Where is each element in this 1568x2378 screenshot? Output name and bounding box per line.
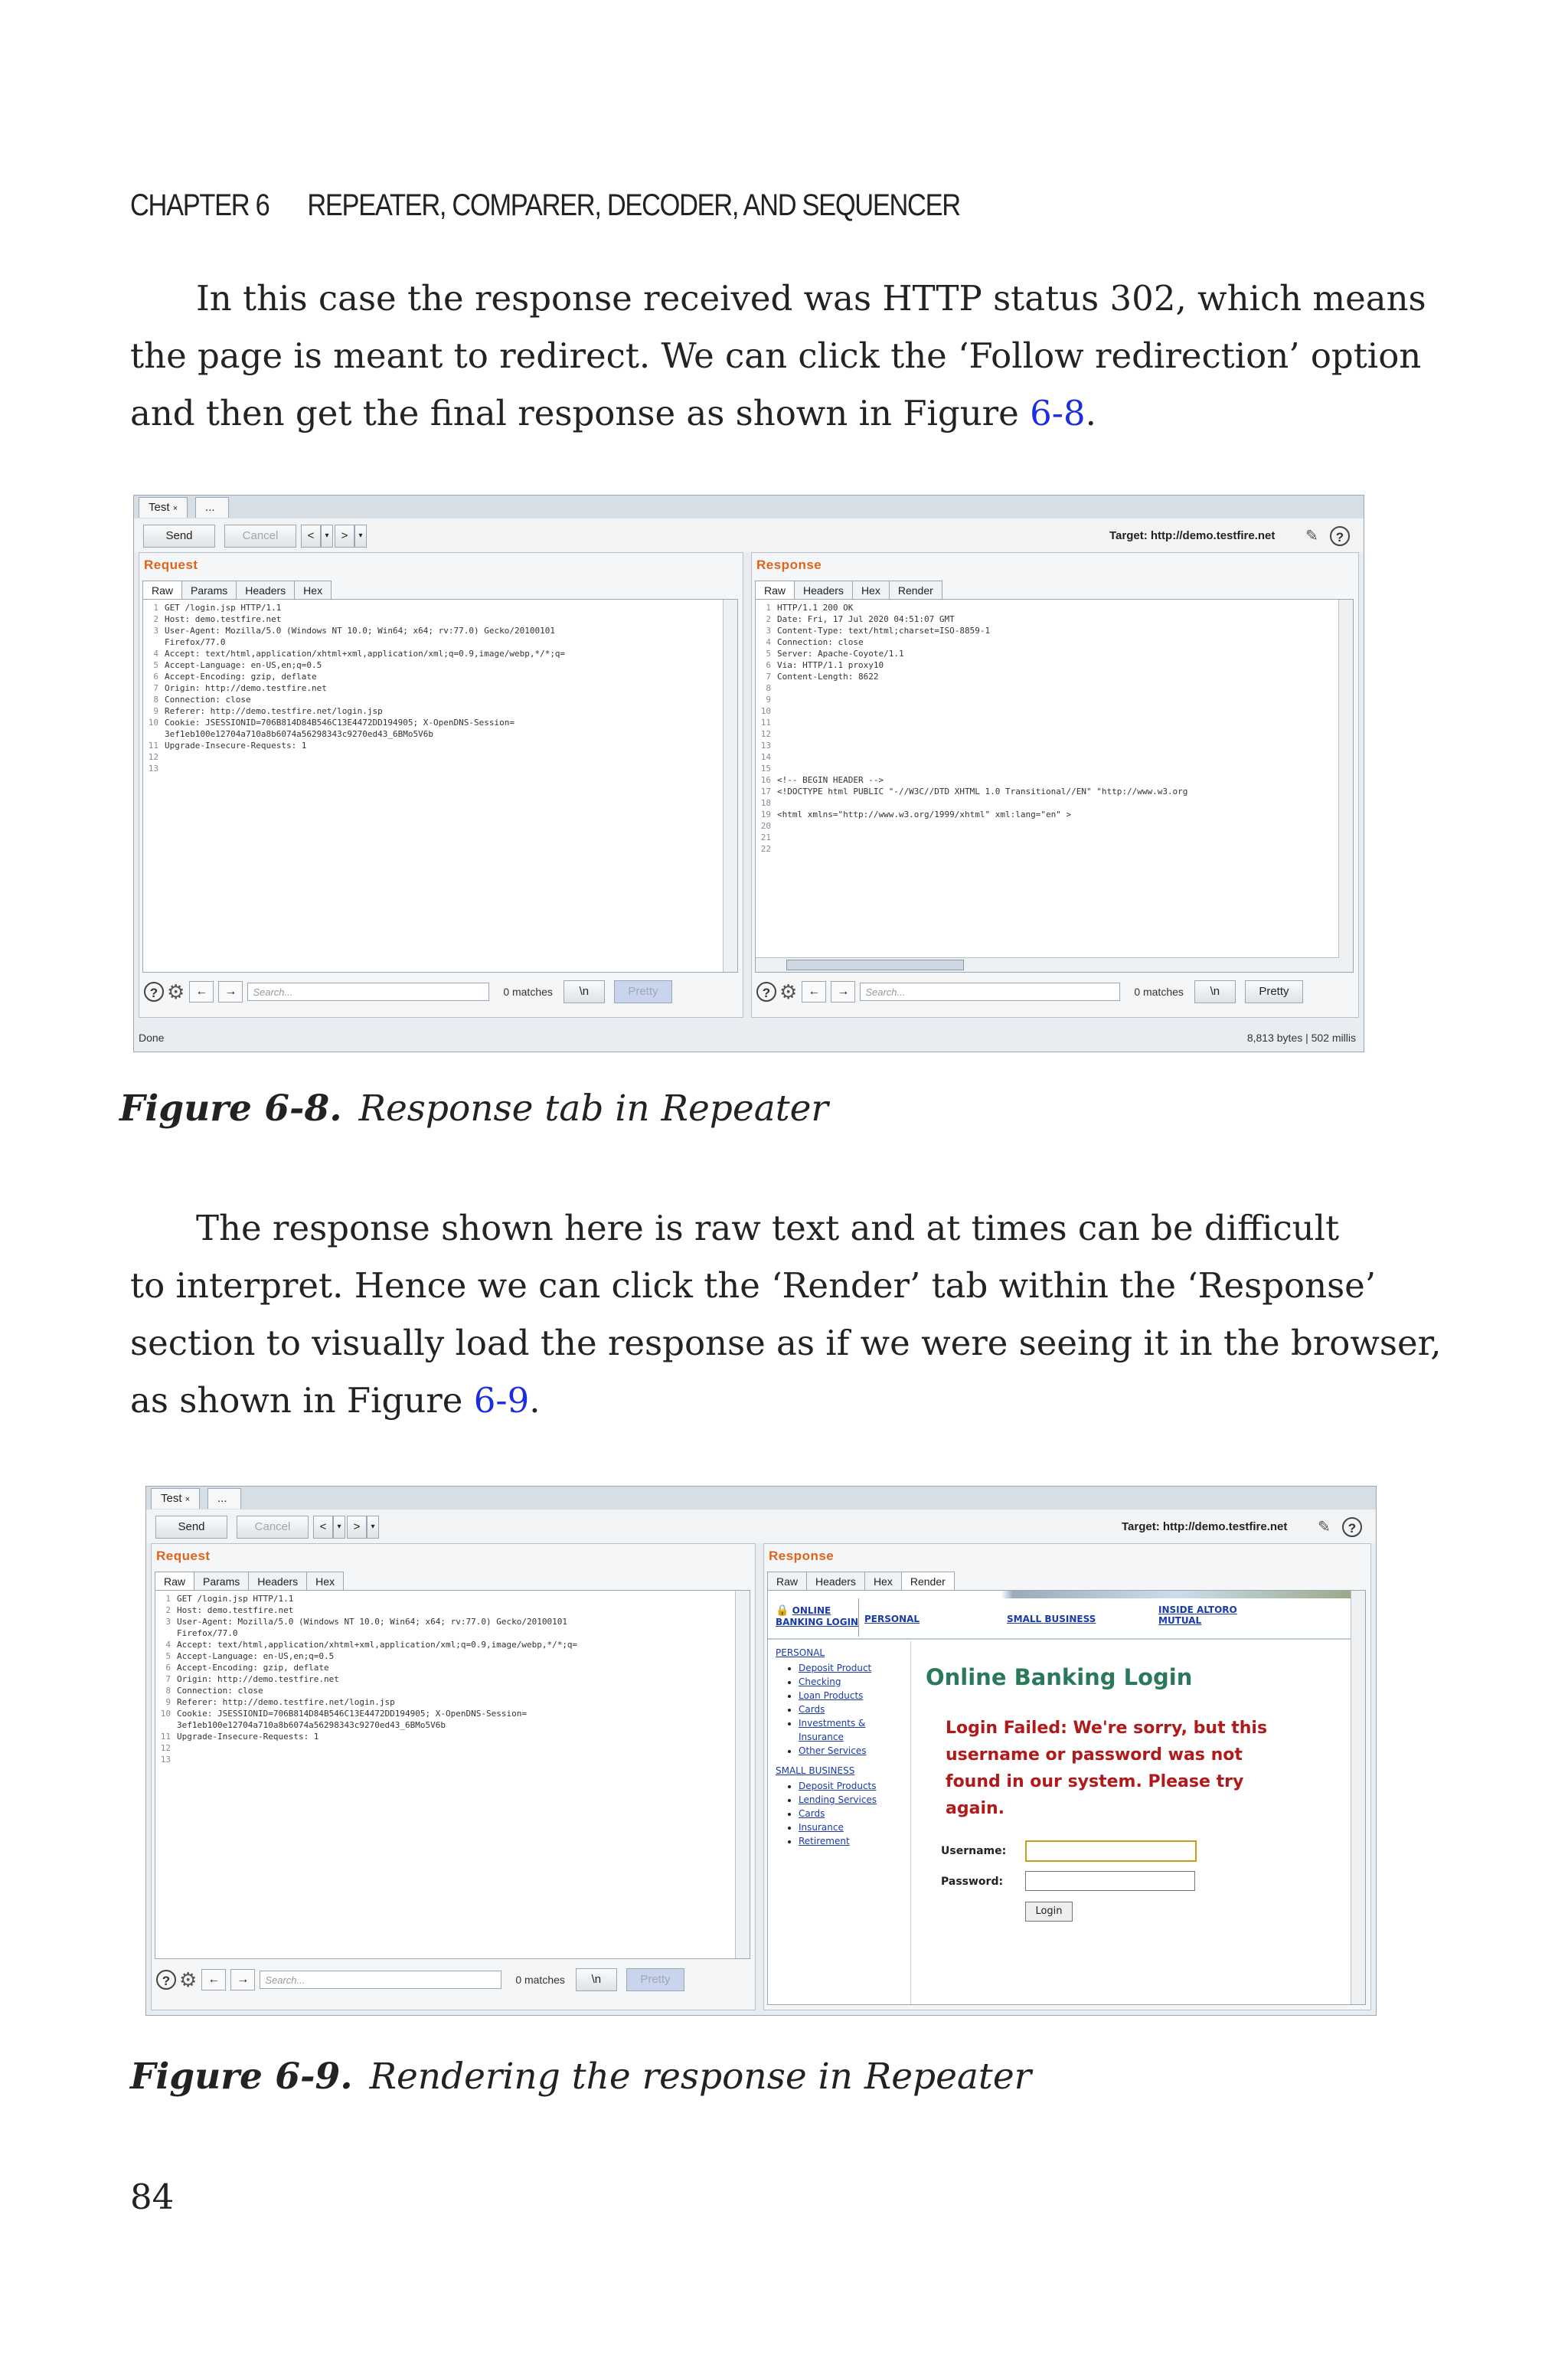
scrollbar[interactable]: [1338, 600, 1353, 972]
code-line: 3 User-Agent: Mozilla/5.0 (Windows NT 10.0; Win64; x64; rv:77.0) Gecko/20100101: [153, 626, 555, 636]
code-line: 22: [760, 844, 771, 854]
next-match-button[interactable]: →: [218, 981, 243, 1003]
repeater-tab-test[interactable]: Test ×: [151, 1488, 200, 1509]
gear-icon[interactable]: ⚙: [167, 980, 185, 1003]
code-line: 9: [766, 695, 771, 705]
status-text: Done: [139, 1032, 165, 1044]
request-search-bar: [144, 980, 738, 1003]
cancel-button[interactable]: Cancel: [224, 525, 296, 548]
code-line: 14: [760, 752, 771, 762]
match-count: 0 matches: [503, 986, 553, 998]
tab-raw[interactable]: Raw: [142, 581, 181, 600]
gear-icon[interactable]: ⚙: [179, 1968, 198, 1991]
request-pane: [139, 552, 743, 1018]
search-input[interactable]: Search...: [247, 983, 489, 1001]
new-tab-button[interactable]: ...: [195, 497, 229, 518]
code-line: 7 Origin: http://demo.testfire.net: [153, 683, 327, 693]
next-match-button[interactable]: →: [230, 1969, 255, 1990]
code-line: 6 Accept-Encoding: gzip, deflate: [153, 672, 317, 682]
tab-headers[interactable]: Headers: [794, 581, 852, 600]
code-line: 4 Accept: text/html,application/xhtml+xml,application/xml;q=0.9,image/webp,*/*;q=: [153, 649, 566, 659]
sidebar-personal[interactable]: PERSONAL: [776, 1647, 825, 1658]
response-tabs: [767, 1572, 955, 1591]
code-line: 13: [160, 1755, 171, 1765]
code-line: 16 <!-- BEGIN HEADER -->: [760, 775, 884, 785]
code-line: 10: [760, 706, 771, 716]
sidebar-small-business[interactable]: SMALL BUSINESS: [776, 1765, 855, 1776]
repeater-screenshot-fig8: [133, 495, 1364, 1052]
newline-toggle[interactable]: \n: [1194, 980, 1236, 1003]
username-input[interactable]: [1025, 1840, 1197, 1862]
tab-hex[interactable]: Hex: [852, 581, 889, 600]
tab-hex[interactable]: Hex: [306, 1572, 344, 1591]
send-button[interactable]: Send: [155, 1516, 227, 1539]
chevron-down-icon[interactable]: ▾: [367, 1516, 379, 1539]
code-line: 2 Host: demo.testfire.net: [165, 1605, 294, 1615]
sidebar-link[interactable]: • Lending Services: [799, 1793, 906, 1807]
gear-icon[interactable]: ⚙: [779, 980, 798, 1003]
close-icon[interactable]: ×: [172, 504, 178, 513]
code-line: 5 Accept-Language: en-US,en;q=0.5: [165, 1651, 335, 1661]
code-line: 19 <html xmlns="http://www.w3.org/1999/xhtml" xml:lang="en" >: [760, 810, 1072, 819]
next-match-button[interactable]: →: [831, 981, 855, 1003]
repeater-tab-bar: [146, 1487, 1376, 1510]
request-editor[interactable]: [142, 599, 738, 973]
tab-params[interactable]: Params: [181, 581, 236, 600]
back-button[interactable]: <: [313, 1516, 333, 1539]
tab-render[interactable]: Render: [889, 581, 942, 600]
toolbar: [134, 518, 1364, 552]
tab-hex[interactable]: Hex: [864, 1572, 901, 1591]
pretty-button[interactable]: Pretty: [614, 980, 672, 1003]
request-title: Request: [144, 558, 198, 572]
newline-toggle[interactable]: \n: [564, 980, 605, 1003]
sidebar-link[interactable]: • Investments & Insurance: [799, 1716, 906, 1744]
code-line: 3 Content-Type: text/html;charset=ISO-8859-1: [766, 626, 991, 636]
code-line: 11 Upgrade-Insecure-Requests: 1: [160, 1732, 319, 1742]
sidebar: [776, 1647, 906, 1848]
code-line: 12: [148, 752, 158, 762]
tab-render[interactable]: Render: [901, 1572, 955, 1591]
username-label: Username:: [941, 1845, 1007, 1857]
help-icon[interactable]: ?: [1342, 1517, 1362, 1537]
code-line: 1 GET /login.jsp HTTP/1.1: [153, 603, 282, 613]
code-line: 18: [760, 798, 771, 808]
code-line: 2 Date: Fri, 17 Jul 2020 04:51:07 GMT: [766, 614, 955, 624]
pencil-icon[interactable]: ✎: [1305, 528, 1318, 545]
code-line: 1 HTTP/1.1 200 OK: [766, 603, 854, 613]
figure-6-9-link[interactable]: 6-9: [473, 1380, 530, 1421]
code-line: 3 User-Agent: Mozilla/5.0 (Windows NT 10.0; Win64; x64; rv:77.0) Gecko/20100101: [165, 1617, 567, 1627]
tab-raw[interactable]: Raw: [767, 1572, 806, 1591]
code-line: 3ef1eb100e12704a710a8b6074a56298343c9270ed43_6BMo5V6b: [177, 1720, 446, 1730]
back-button[interactable]: <: [301, 525, 321, 548]
tab-params[interactable]: Params: [194, 1572, 248, 1591]
help-icon[interactable]: ?: [756, 982, 776, 1002]
code-line: 4 Connection: close: [766, 637, 864, 647]
search-input[interactable]: Search...: [860, 983, 1120, 1001]
code-line: 2 Host: demo.testfire.net: [153, 614, 282, 624]
help-icon[interactable]: ?: [156, 1970, 176, 1990]
code-line: 20: [760, 821, 771, 831]
tab-raw[interactable]: Raw: [755, 581, 794, 600]
code-line: 7 Origin: http://demo.testfire.net: [165, 1674, 339, 1684]
password-label: Password:: [941, 1876, 1004, 1888]
nav-personal[interactable]: PERSONAL: [864, 1614, 920, 1624]
help-icon[interactable]: ?: [144, 982, 164, 1002]
code-line: 8 Connection: close: [165, 1686, 263, 1696]
figure-6-8-link[interactable]: 6-8: [1030, 393, 1086, 433]
code-line: 6 Accept-Encoding: gzip, deflate: [165, 1663, 329, 1673]
sidebar-link[interactable]: • Cards: [799, 1807, 906, 1820]
code-line: 13: [760, 741, 771, 751]
login-heading: Online Banking Login: [926, 1664, 1193, 1690]
code-line: 7 Content-Length: 8622: [766, 672, 879, 682]
lock-icon: 🔒: [776, 1604, 789, 1617]
previous-match-button[interactable]: ←: [201, 1969, 226, 1990]
running-head: [130, 188, 960, 223]
scrollbar[interactable]: [735, 1591, 750, 1958]
sidebar-link[interactable]: • Deposit Products: [799, 1779, 906, 1793]
chevron-down-icon[interactable]: ▾: [321, 525, 333, 548]
repeater-screenshot-fig9: [145, 1486, 1377, 2016]
code-line: 17 <!DOCTYPE html PUBLIC "-//W3C//DTD XHTML 1.0 Transitional//EN" "http://www.w3.org: [760, 787, 1188, 796]
code-line: 1 GET /login.jsp HTTP/1.1: [165, 1594, 294, 1604]
code-line: 10 Cookie: JSESSIONID=706B814D84B546C13E4472DD194905; X-OpenDNS-Session=: [160, 1709, 527, 1719]
scrollbar[interactable]: [723, 600, 737, 972]
request-tabs: [155, 1572, 344, 1591]
target-host[interactable]: Target: http://demo.testfire.net: [1109, 529, 1276, 542]
sidebar-link[interactable]: • Retirement: [799, 1834, 906, 1848]
code-line: 8: [766, 683, 771, 693]
password-input[interactable]: [1025, 1871, 1195, 1891]
code-line: 4 Accept: text/html,application/xhtml+xml,application/xml;q=0.9,image/webp,*/*;q=: [165, 1640, 578, 1650]
pencil-icon[interactable]: ✎: [1318, 1519, 1331, 1536]
toolbar: [146, 1510, 1376, 1543]
code-line: 3ef1eb100e12704a710a8b6074a56298343c9270ed43_6BMo5V6b: [165, 729, 433, 739]
code-line: Firefox/77.0: [165, 637, 226, 647]
request-editor[interactable]: [155, 1590, 750, 1959]
code-line: 6 Via: HTTP/1.1 proxy10: [766, 660, 884, 670]
code-line: Firefox/77.0: [177, 1628, 238, 1638]
paragraph-2: The response shown here is raw text and at times can be difficult to interpret. Hence we can click the ‘Render’ tab within the ‘Response’ section to visually load the response as if we were seeing it in the browser, as shown in Figure 6-9.: [130, 1208, 1442, 1421]
page-number: 84: [130, 2177, 175, 2217]
sidebar-link[interactable]: • Deposit Product: [799, 1661, 906, 1675]
help-icon[interactable]: ?: [1330, 526, 1350, 546]
request-pane: [151, 1543, 756, 2010]
code-line: 5 Accept-Language: en-US,en;q=0.5: [153, 660, 322, 670]
code-line: 5 Server: Apache-Coyote/1.1: [766, 649, 904, 659]
sidebar-link[interactable]: • Cards: [799, 1703, 906, 1716]
chevron-down-icon[interactable]: ▾: [354, 525, 367, 548]
response-title: Response: [756, 558, 822, 572]
request-title: Request: [156, 1549, 211, 1563]
code-line: [756, 855, 1338, 867]
send-button[interactable]: Send: [143, 525, 215, 548]
chevron-down-icon[interactable]: ▾: [333, 1516, 345, 1539]
response-stats: 8,813 bytes | 502 millis: [1246, 1032, 1356, 1044]
tab-headers[interactable]: Headers: [236, 581, 294, 600]
login-button[interactable]: Login: [1025, 1902, 1073, 1922]
sidebar-link[interactable]: • Other Services: [799, 1744, 906, 1758]
code-line: 21: [760, 832, 771, 842]
login-error: Login Failed: We're sorry, but this username or password was not found in our system. Please try again.: [946, 1719, 1268, 1818]
previous-match-button[interactable]: ←: [802, 981, 826, 1003]
code-line: 8 Connection: close: [153, 695, 251, 705]
scrollbar[interactable]: [1351, 1591, 1365, 2004]
section-title: REPEATER, COMPARER, DECODER, AND SEQUENCER: [307, 188, 960, 222]
response-search-bar: [756, 980, 1354, 1003]
figure-6-8-caption: Figure 6-8. Response tab in Repeater: [119, 1088, 828, 1130]
tab-headers[interactable]: Headers: [806, 1572, 864, 1591]
close-icon[interactable]: ×: [185, 1495, 191, 1504]
repeater-tab-bar: [134, 496, 1364, 519]
tab-hex[interactable]: Hex: [294, 581, 332, 600]
match-count: 0 matches: [1134, 986, 1184, 998]
nav-small-business[interactable]: SMALL BUSINESS: [1007, 1614, 1096, 1624]
online-banking-nav[interactable]: 🔒 ONLINE BANKING LOGIN: [776, 1604, 859, 1627]
request-tabs: [142, 581, 332, 600]
pretty-button[interactable]: Pretty: [626, 1968, 684, 1991]
code-line: 11 Upgrade-Insecure-Requests: 1: [148, 741, 307, 751]
cancel-button[interactable]: Cancel: [237, 1516, 309, 1539]
response-editor[interactable]: [755, 599, 1354, 973]
pretty-button[interactable]: Pretty: [1245, 980, 1303, 1003]
previous-match-button[interactable]: ←: [189, 981, 214, 1003]
code-line: 15: [760, 764, 771, 774]
code-line: 11: [760, 718, 771, 728]
response-tabs: [755, 581, 942, 600]
match-count: 0 matches: [515, 1974, 565, 1986]
tab-headers[interactable]: Headers: [248, 1572, 306, 1591]
sidebar-link[interactable]: • Checking: [799, 1675, 906, 1689]
code-line: 10 Cookie: JSESSIONID=706B814D84B546C13E4472DD194905; X-OpenDNS-Session=: [148, 718, 514, 728]
new-tab-button[interactable]: ...: [207, 1488, 241, 1509]
code-line: 13: [148, 764, 158, 774]
response-title: Response: [769, 1549, 835, 1563]
tab-raw[interactable]: Raw: [155, 1572, 194, 1591]
rendered-page: [767, 1590, 1366, 2005]
code-line: 12: [160, 1743, 171, 1753]
code-line: 9 Referer: http://demo.testfire.net/login.jsp: [153, 706, 383, 716]
figure-6-9-caption: Figure 6-9. Rendering the response in Repeater: [130, 2056, 1032, 2098]
sidebar-link[interactable]: • Insurance: [799, 1820, 906, 1834]
scrollbar[interactable]: [756, 957, 1339, 972]
forward-button[interactable]: >: [335, 525, 354, 548]
code-line: 12: [760, 729, 771, 739]
response-pane: [763, 1543, 1371, 2010]
target-host[interactable]: Target: http://demo.testfire.net: [1122, 1520, 1288, 1533]
request-search-bar: [156, 1968, 750, 1991]
repeater-tab-test[interactable]: Test ×: [139, 497, 188, 518]
code-line: 9 Referer: http://demo.testfire.net/login.jsp: [165, 1697, 395, 1707]
forward-button[interactable]: >: [347, 1516, 367, 1539]
paragraph-1: In this case the response received was HTTP status 302, which means the page is meant to redirect. We can click the ‘Follow redirection’ option and then get the final response as shown in Figure 6-8.: [130, 278, 1426, 433]
response-pane: [751, 552, 1359, 1018]
sidebar-link[interactable]: • Loan Products: [799, 1689, 906, 1703]
newline-toggle[interactable]: \n: [576, 1968, 617, 1991]
nav-inside-altoro[interactable]: INSIDE ALTORO MUTUAL: [1158, 1604, 1237, 1626]
search-input[interactable]: Search...: [260, 1971, 501, 1989]
chapter-label: CHAPTER 6: [130, 188, 270, 222]
